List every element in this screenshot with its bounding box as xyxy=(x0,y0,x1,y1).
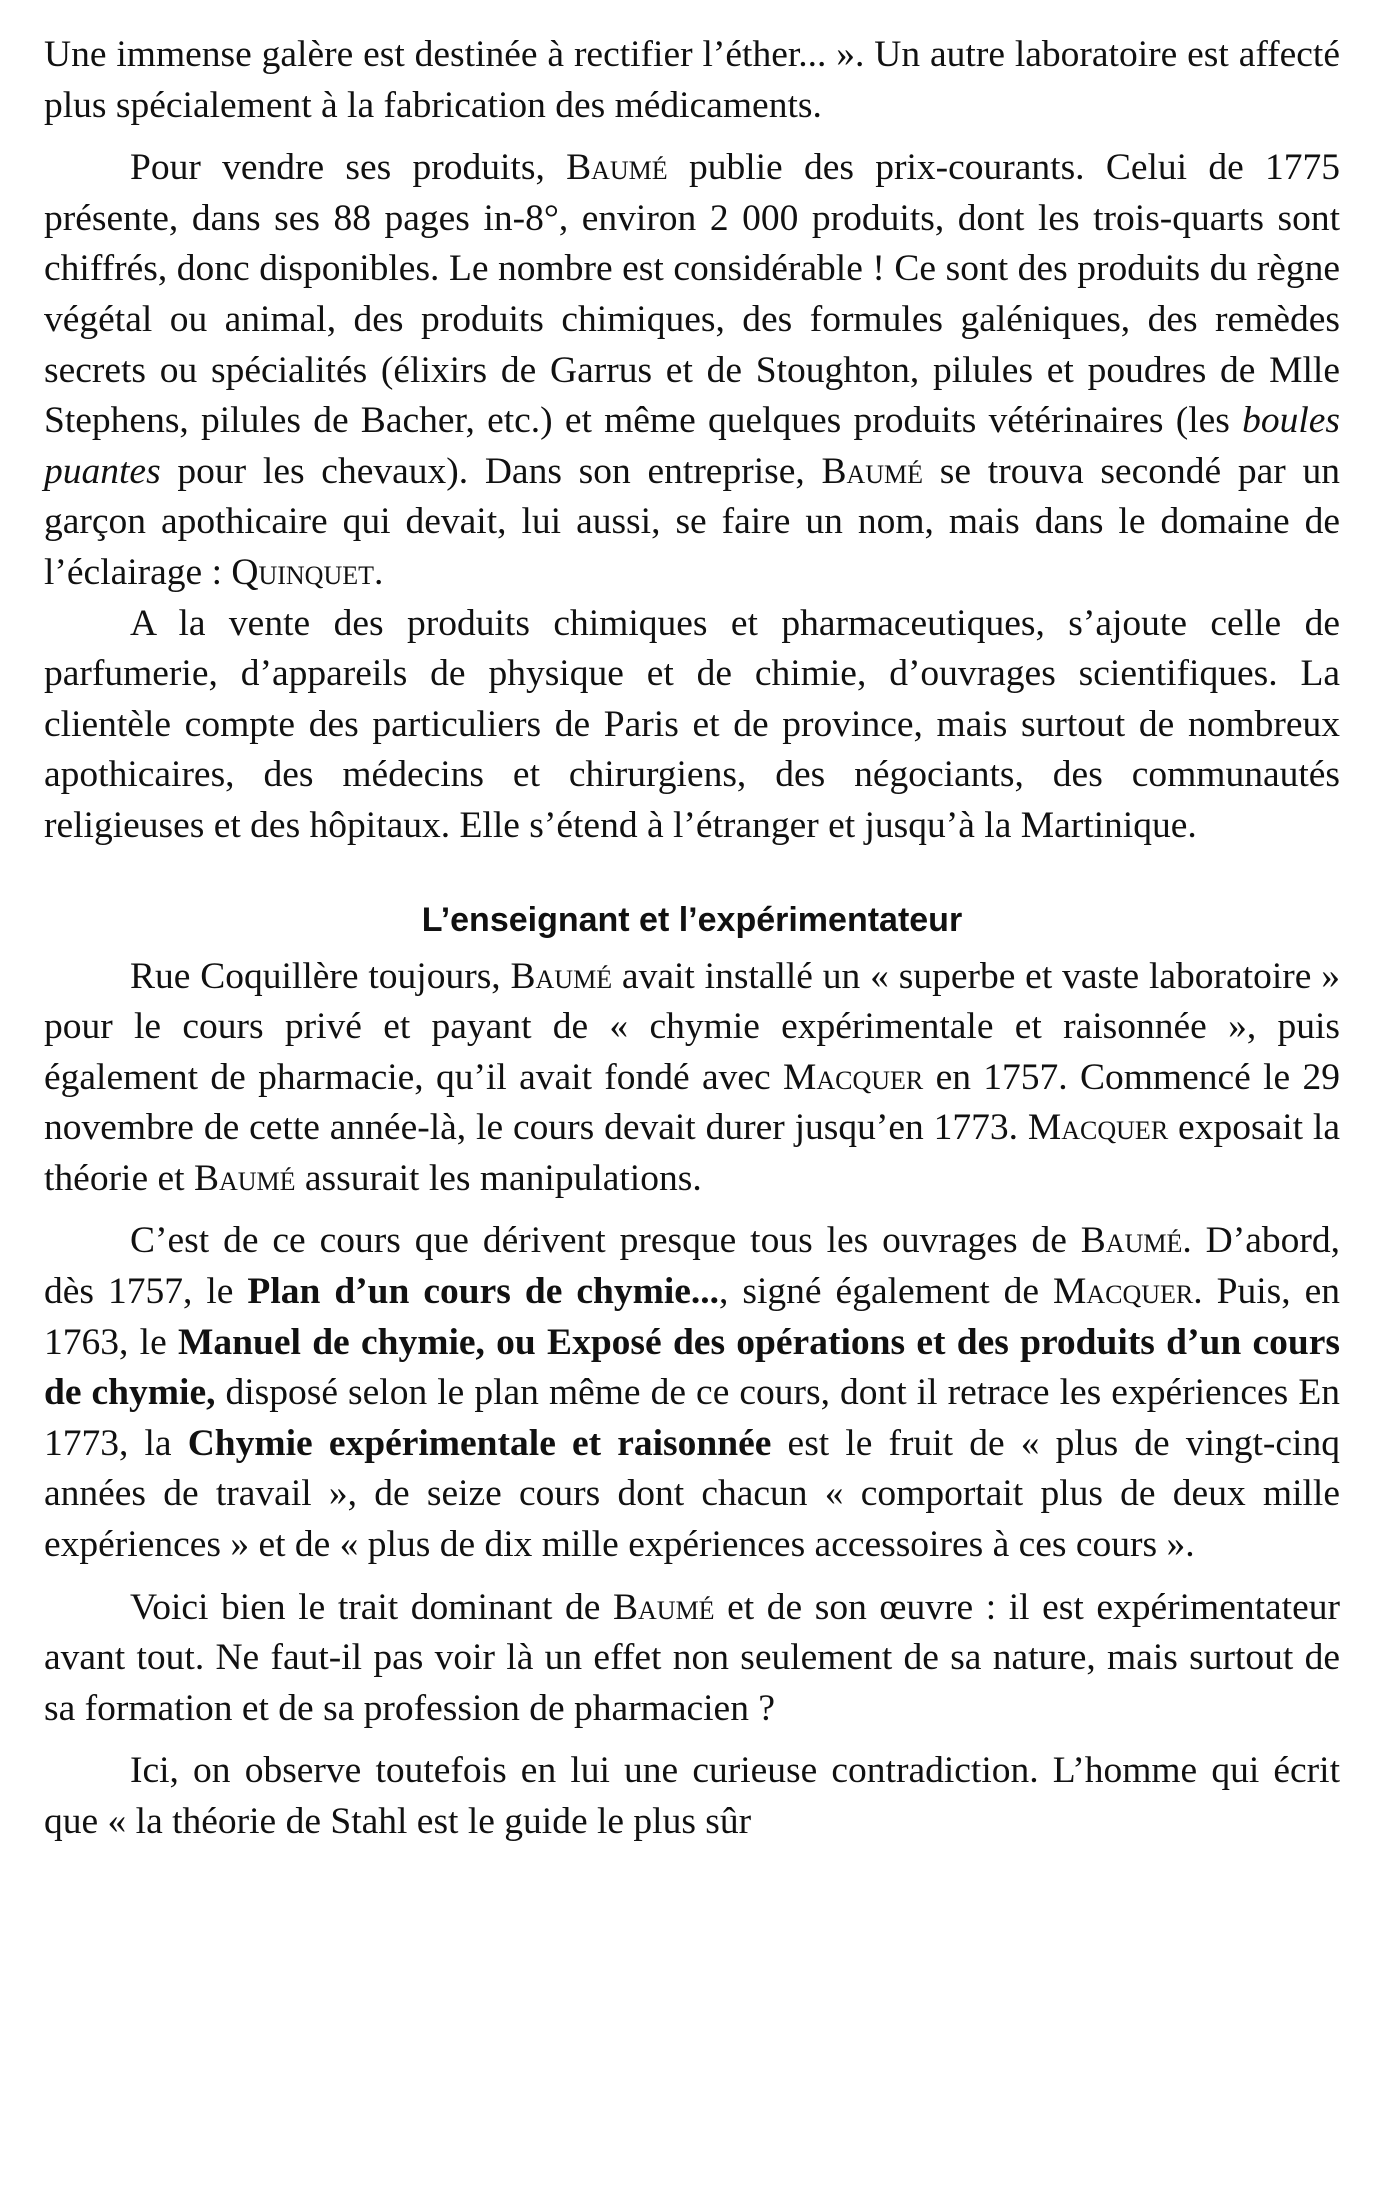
name-baume: Baumé xyxy=(510,955,613,997)
work-title: Plan d’un cours de chymie... xyxy=(247,1271,720,1313)
text-run: Rue Coquillère toujours, xyxy=(130,955,511,997)
work-title: Manuel de chymie, ou Exposé des opérations et des produits d’un cours de chymie, xyxy=(44,1321,1340,1414)
text-run: . xyxy=(373,551,384,593)
paragraph-4 xyxy=(44,952,1340,1205)
paragraph-5 xyxy=(44,1216,1340,1570)
text-run: , signé également de xyxy=(719,1271,1054,1313)
text-run: avait installé un « superbe et vaste laboratoire » pour le cours privé et payant de « chymie expérimentale et raisonnée », puis également de pharmacie, qu’il avait fondé avec xyxy=(44,955,1340,1098)
name-quinquet: Quinquet xyxy=(231,551,374,593)
paragraph-3: A la vente des produits chimiques et pharmaceutiques, s’ajoute celle de parfumerie, d’appareils de physique et de chimie, d’ouvrages scientifiques. La clientèle compte des particuliers de Paris et de province, mais surtout de nombreux apothicaires, des médecins et chirurgiens, des négociants, des communautés religieuses et des hôpitaux. Elle s’étend à l’étranger et jusqu’à la Martinique. xyxy=(44,602,1340,846)
paragraph-7: Ici, on observe toutefois en lui une curieuse contradiction. L’homme qui écrit que « la théorie de Stahl est le guide le plus sûr xyxy=(44,1750,1340,1842)
text-run: exposait la théorie et xyxy=(44,1107,1340,1199)
name-baume: Baumé xyxy=(613,1586,715,1628)
section-heading: L’enseignant et l’expérimentateur xyxy=(421,900,963,939)
text-run: et de son œuvre : il est expérimentateur avant tout. Ne faut-il pas voir là un effet non seulement de sa nature, mais surtout de sa formation et de sa profession de pharmacien ? xyxy=(44,1586,1340,1729)
name-baume: Baumé xyxy=(566,147,668,189)
text-run: assurait les manipulations. xyxy=(295,1157,702,1199)
text-run: Pour vendre ses produits, xyxy=(130,147,567,189)
name-baume: Baumé xyxy=(1080,1220,1183,1262)
text-run: . Puis, en 1763, le xyxy=(44,1271,1341,1363)
text-run: disposé selon le plan même de ce cours, dont il retrace les expériences En 1773, la xyxy=(44,1372,1340,1464)
text-run: pour les chevaux). Dans son entreprise, xyxy=(160,450,822,492)
italic-term: boules puantes xyxy=(44,400,1340,492)
paragraph-2 xyxy=(44,143,1340,598)
paragraph-1: Une immense galère est destinée à rectifier l’éther... ». Un autre laboratoire est affecté plus spécialement à la fabrication des médicaments. xyxy=(44,34,1340,126)
text-run: C’est de ce cours que dérivent presque tous les ouvrages de xyxy=(130,1220,1081,1262)
name-baume: Baumé xyxy=(821,450,924,492)
text-run: se trouva secondé par un garçon apothicaire qui devait, lui aussi, se faire un nom, mais dans le domaine de l’éclairage : xyxy=(44,450,1340,593)
text-run: en 1757. Commencé le 29 novembre de cette année-là, le cours devait durer jusqu’en 1773. xyxy=(44,1056,1340,1149)
text-run: . D’abord, dès 1757, le xyxy=(44,1220,1340,1313)
text-run: publie des prix-courants. Celui de 1775 présente, dans ses 88 pages in-8°, environ 2 000 produits, dont les trois-quarts sont chiffrés, donc disponibles. Le nombre est considérable ! Ce sont des produits du règne végétal ou animal, des produits chimiques, des formules galéniques, des remèdes secrets ou spécialités (élixirs de Garrus et de Stoughton, pilules et poudres de Mlle Stephens, pilules de Bacher, etc.) et même quelques produits vétérinaires (les xyxy=(44,147,1341,442)
name-macquer: Macquer xyxy=(783,1056,924,1098)
name-macquer: Macquer xyxy=(1027,1107,1169,1149)
paragraph-6 xyxy=(44,1583,1340,1735)
name-macquer: Macquer xyxy=(1053,1271,1194,1313)
text-run: Voici bien le trait dominant de xyxy=(130,1586,613,1628)
work-title: Chymie expérimentale et raisonnée xyxy=(187,1422,772,1464)
name-baume: Baumé xyxy=(193,1157,296,1199)
document-page xyxy=(44,30,1340,1848)
text-run: est le fruit de « plus de vingt-cinq années de travail », de seize cours dont chacun « comportait plus de deux mille expériences » et de « plus de dix mille expériences accessoires à ces cours ». xyxy=(44,1422,1340,1566)
